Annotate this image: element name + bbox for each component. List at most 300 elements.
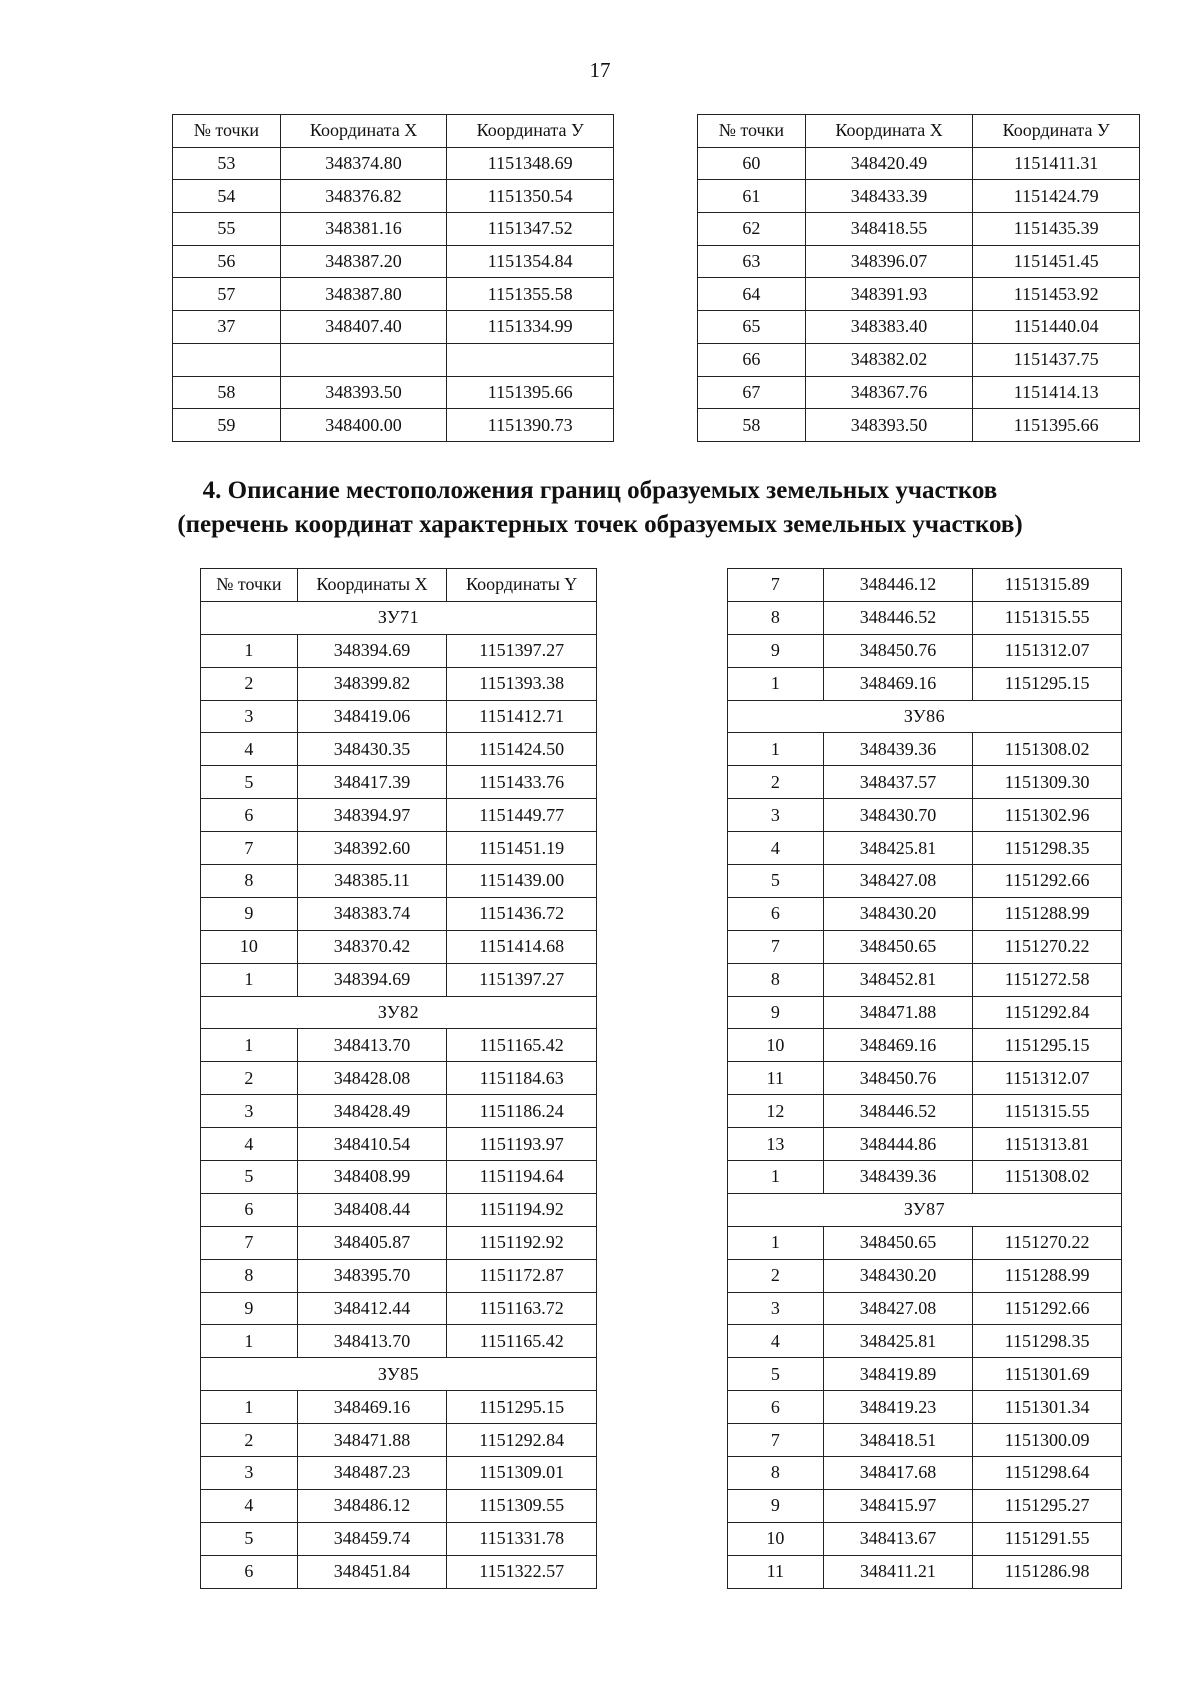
coordinate-y-cell: 1151313.81 — [973, 1128, 1122, 1161]
coordinate-x-cell: 348381.16 — [280, 213, 447, 246]
parcel-group-row — [201, 996, 597, 1029]
point-number-cell: 4 — [201, 1128, 298, 1161]
coordinate-x-cell: 348413.70 — [297, 1029, 447, 1062]
table-header-row — [201, 569, 597, 602]
coordinate-x-cell: 348446.52 — [823, 1095, 973, 1128]
point-number-cell: 61 — [698, 180, 806, 213]
coordinate-y-cell: 1151397.27 — [447, 634, 597, 667]
coordinate-y-cell: 1151298.35 — [973, 832, 1122, 865]
coordinate-x-cell: 348382.02 — [805, 343, 973, 376]
section-heading-line-1: 4. Описание местоположения границ образуемых земельных участков — [202, 477, 998, 504]
point-number-cell: 5 — [728, 865, 824, 898]
point-number-cell: 13 — [728, 1128, 824, 1161]
parcel-group-row — [201, 1358, 597, 1391]
coordinate-x-cell: 348450.76 — [823, 1062, 973, 1095]
page-number: 17 — [589, 58, 611, 82]
point-number-cell: 2 — [728, 1259, 824, 1292]
table-row — [728, 1391, 1122, 1424]
table-row — [728, 1029, 1122, 1062]
coordinate-x-cell: 348391.93 — [805, 278, 973, 311]
table-row — [728, 1259, 1122, 1292]
table-row — [201, 865, 597, 898]
coordinate-y-cell: 1151315.55 — [973, 1095, 1122, 1128]
coordinate-y-cell: 1151437.75 — [973, 343, 1140, 376]
coordinate-y-cell: 1151295.15 — [973, 667, 1122, 700]
table-row — [173, 343, 614, 376]
point-number-cell: 53 — [173, 147, 281, 180]
table-row — [728, 1095, 1122, 1128]
point-number-cell: 67 — [698, 376, 806, 409]
coordinate-x-cell: 348428.49 — [297, 1095, 447, 1128]
coordinate-x-cell: 348367.76 — [805, 376, 973, 409]
coordinate-y-cell: 1151451.45 — [973, 245, 1140, 278]
coordinate-x-cell: 348392.60 — [297, 832, 447, 865]
table-row — [201, 700, 597, 733]
coordinate-x-cell: 348418.55 — [805, 213, 973, 246]
table-row — [728, 601, 1122, 634]
point-number-cell: 7 — [728, 930, 824, 963]
coordinate-x-cell: 348439.36 — [823, 733, 973, 766]
table-row — [728, 1358, 1122, 1391]
parcel-label: ЗУ85 — [201, 1358, 597, 1391]
coordinate-y-cell: 1151414.68 — [447, 930, 597, 963]
coordinate-y-cell: 1151412.71 — [447, 700, 597, 733]
coordinate-x-cell: 348471.88 — [823, 996, 973, 1029]
table-row — [201, 1555, 597, 1588]
table-row — [728, 1489, 1122, 1522]
coordinate-x-cell: 348376.82 — [280, 180, 447, 213]
point-number-cell: 65 — [698, 311, 806, 344]
table-row — [698, 376, 1140, 409]
point-number-cell: 6 — [201, 1555, 298, 1588]
coordinate-x-cell: 348415.97 — [823, 1489, 973, 1522]
coordinate-y-cell: 1151331.78 — [447, 1522, 597, 1555]
coordinate-y-cell: 1151292.66 — [973, 865, 1122, 898]
column-header-y: Координата У — [973, 115, 1140, 148]
coordinate-y-cell: 1151354.84 — [447, 245, 614, 278]
coordinate-y-cell: 1151288.99 — [973, 1259, 1122, 1292]
coordinate-x-cell: 348393.50 — [805, 409, 973, 442]
coordinate-y-cell: 1151295.27 — [973, 1489, 1122, 1522]
coordinate-x-cell: 348427.08 — [823, 865, 973, 898]
coordinate-x-cell: 348430.20 — [823, 1259, 973, 1292]
coordinate-x-cell: 348383.74 — [297, 897, 447, 930]
coordinate-x-cell: 348407.40 — [280, 311, 447, 344]
table-row — [201, 1489, 597, 1522]
coordinate-y-cell: 1151414.13 — [973, 376, 1140, 409]
coordinate-y-cell: 1151355.58 — [447, 278, 614, 311]
table-row — [173, 376, 614, 409]
coordinate-y-cell: 1151165.42 — [447, 1325, 597, 1358]
point-number-cell: 9 — [728, 1489, 824, 1522]
table-row — [173, 180, 614, 213]
table-row — [201, 634, 597, 667]
point-number-cell: 37 — [173, 311, 281, 344]
table-row — [201, 832, 597, 865]
table-row — [728, 865, 1122, 898]
table-row — [201, 1029, 597, 1062]
coordinate-y-cell — [447, 343, 614, 376]
point-number-cell: 5 — [201, 766, 298, 799]
point-number-cell: 55 — [173, 213, 281, 246]
table-row — [728, 832, 1122, 865]
coordinate-y-cell: 1151295.15 — [447, 1391, 597, 1424]
point-number-cell: 3 — [201, 700, 298, 733]
table-row — [728, 963, 1122, 996]
coordinate-y-cell: 1151348.69 — [447, 147, 614, 180]
coordinate-x-cell: 348387.80 — [280, 278, 447, 311]
table-row — [728, 996, 1122, 1029]
parcel-group-row — [728, 700, 1122, 733]
table-row — [173, 213, 614, 246]
coordinate-y-cell: 1151192.92 — [447, 1226, 597, 1259]
coordinate-y-cell: 1151411.31 — [973, 147, 1140, 180]
coordinate-x-cell: 348451.84 — [297, 1555, 447, 1588]
point-number-cell: 9 — [201, 1292, 298, 1325]
point-number-cell: 54 — [173, 180, 281, 213]
parcel-coordinates-table-left — [200, 568, 597, 1589]
point-number-cell: 7 — [201, 832, 298, 865]
coordinate-x-cell: 348486.12 — [297, 1489, 447, 1522]
coordinate-x-cell: 348413.67 — [823, 1522, 973, 1555]
coordinate-x-cell: 348395.70 — [297, 1259, 447, 1292]
table-row — [728, 1457, 1122, 1490]
coordinate-y-cell: 1151309.01 — [447, 1457, 597, 1490]
coordinate-y-cell: 1151270.22 — [973, 1226, 1122, 1259]
coordinate-y-cell: 1151184.63 — [447, 1062, 597, 1095]
table-row — [201, 1424, 597, 1457]
point-number-cell: 1 — [728, 1161, 824, 1194]
point-number-cell: 5 — [728, 1358, 824, 1391]
point-number-cell: 12 — [728, 1095, 824, 1128]
point-number-cell: 10 — [728, 1522, 824, 1555]
point-number-cell: 2 — [201, 667, 298, 700]
coordinate-x-cell: 348487.23 — [297, 1457, 447, 1490]
table-row — [728, 1325, 1122, 1358]
coordinate-x-cell: 348408.99 — [297, 1161, 447, 1194]
parcel-label: ЗУ86 — [728, 700, 1122, 733]
coordinate-y-cell: 1151295.15 — [973, 1029, 1122, 1062]
point-number-cell: 3 — [201, 1457, 298, 1490]
point-number-cell: 11 — [728, 1062, 824, 1095]
coordinate-x-cell: 348400.00 — [280, 409, 447, 442]
coordinate-y-cell: 1151194.64 — [447, 1161, 597, 1194]
table-row — [201, 1226, 597, 1259]
coordinate-x-cell: 348430.70 — [823, 799, 973, 832]
coordinate-x-cell: 348394.97 — [297, 799, 447, 832]
point-number-cell: 3 — [201, 1095, 298, 1128]
table-row — [728, 1161, 1122, 1194]
table-row — [201, 930, 597, 963]
point-number-cell: 4 — [201, 1489, 298, 1522]
coordinate-x-cell: 348459.74 — [297, 1522, 447, 1555]
coordinate-x-cell: 348405.87 — [297, 1226, 447, 1259]
column-header-x: Координаты X — [297, 569, 447, 602]
point-number-cell: 10 — [201, 930, 298, 963]
coordinate-y-cell: 1151424.79 — [973, 180, 1140, 213]
coordinate-y-cell: 1151298.35 — [973, 1325, 1122, 1358]
coordinate-x-cell: 348433.39 — [805, 180, 973, 213]
coordinate-x-cell: 348471.88 — [297, 1424, 447, 1457]
table-row — [698, 278, 1140, 311]
table-row — [173, 311, 614, 344]
point-number-cell: 1 — [728, 667, 824, 700]
point-number-cell: 1 — [201, 1391, 298, 1424]
point-number-cell: 64 — [698, 278, 806, 311]
coordinate-x-cell: 348410.54 — [297, 1128, 447, 1161]
table-row — [698, 409, 1140, 442]
coordinate-y-cell: 1151315.89 — [973, 569, 1122, 602]
point-number-cell: 10 — [728, 1029, 824, 1062]
point-number-cell: 7 — [728, 569, 824, 602]
coordinate-y-cell: 1151308.02 — [973, 733, 1122, 766]
coordinate-y-cell: 1151309.30 — [973, 766, 1122, 799]
coordinate-y-cell: 1151315.55 — [973, 601, 1122, 634]
coordinate-y-cell: 1151194.92 — [447, 1193, 597, 1226]
coordinate-y-cell: 1151322.57 — [447, 1555, 597, 1588]
point-number-cell: 8 — [201, 1259, 298, 1292]
table-row — [201, 1095, 597, 1128]
table-row — [201, 1259, 597, 1292]
coordinate-x-cell: 348444.86 — [823, 1128, 973, 1161]
table-row — [201, 897, 597, 930]
point-number-cell: 11 — [728, 1555, 824, 1588]
point-number-cell: 9 — [728, 634, 824, 667]
coordinate-y-cell: 1151300.09 — [973, 1424, 1122, 1457]
parcel-label: ЗУ71 — [201, 601, 597, 634]
coordinate-y-cell: 1151292.84 — [447, 1424, 597, 1457]
coordinate-y-cell: 1151395.66 — [447, 376, 614, 409]
point-number-cell: 1 — [728, 1226, 824, 1259]
point-number-cell: 1 — [201, 963, 298, 996]
coordinate-x-cell — [280, 343, 447, 376]
table-row — [728, 1555, 1122, 1588]
coordinate-x-cell: 348396.07 — [805, 245, 973, 278]
column-header-y: Координата У — [447, 115, 614, 148]
table-row — [201, 733, 597, 766]
coordinate-y-cell: 1151350.54 — [447, 180, 614, 213]
coordinate-y-cell: 1151397.27 — [447, 963, 597, 996]
point-number-cell: 9 — [728, 996, 824, 1029]
coordinate-x-cell: 348387.20 — [280, 245, 447, 278]
point-number-cell: 3 — [728, 799, 824, 832]
coordinate-y-cell: 1151312.07 — [973, 1062, 1122, 1095]
coordinate-x-cell: 348446.52 — [823, 601, 973, 634]
point-number-cell: 60 — [698, 147, 806, 180]
table-row — [728, 667, 1122, 700]
coordinate-y-cell: 1151439.00 — [447, 865, 597, 898]
table-row — [201, 1128, 597, 1161]
coordinate-y-cell: 1151449.77 — [447, 799, 597, 832]
table-row — [201, 963, 597, 996]
point-number-cell: 63 — [698, 245, 806, 278]
coordinate-x-cell: 348428.08 — [297, 1062, 447, 1095]
point-number-cell: 5 — [201, 1522, 298, 1555]
coordinate-y-cell: 1151390.73 — [447, 409, 614, 442]
parcel-label: ЗУ87 — [728, 1193, 1122, 1226]
coordinate-y-cell: 1151172.87 — [447, 1259, 597, 1292]
coordinate-x-cell: 348385.11 — [297, 865, 447, 898]
table-row — [728, 634, 1122, 667]
point-number-cell: 8 — [728, 963, 824, 996]
table-row — [728, 897, 1122, 930]
table-header-row — [173, 115, 614, 148]
coordinate-y-cell: 1151309.55 — [447, 1489, 597, 1522]
table-row — [201, 1325, 597, 1358]
coordinate-y-cell: 1151436.72 — [447, 897, 597, 930]
point-number-cell: 2 — [728, 766, 824, 799]
parcel-coordinates-table-right — [727, 568, 1122, 1589]
coordinate-x-cell: 348439.36 — [823, 1161, 973, 1194]
table-row — [698, 180, 1140, 213]
point-number-cell: 57 — [173, 278, 281, 311]
point-number-cell: 1 — [201, 1325, 298, 1358]
point-number-cell: 66 — [698, 343, 806, 376]
coordinate-x-cell: 348399.82 — [297, 667, 447, 700]
coordinate-y-cell: 1151165.42 — [447, 1029, 597, 1062]
column-header-x: Координата X — [280, 115, 447, 148]
column-header-x: Координата X — [805, 115, 973, 148]
coordinate-y-cell: 1151286.98 — [973, 1555, 1122, 1588]
coordinate-y-cell: 1151301.69 — [973, 1358, 1122, 1391]
table-row — [698, 311, 1140, 344]
section-heading-line-2: (перечень координат характерных точек образуемых земельных участков) — [177, 511, 1023, 538]
table-row — [173, 147, 614, 180]
point-number-cell: 4 — [201, 733, 298, 766]
coordinate-x-cell: 348425.81 — [823, 832, 973, 865]
point-number-cell: 3 — [728, 1292, 824, 1325]
coordinate-x-cell: 348450.65 — [823, 930, 973, 963]
coordinate-y-cell: 1151298.64 — [973, 1457, 1122, 1490]
table-row — [728, 1424, 1122, 1457]
coordinate-y-cell: 1151433.76 — [447, 766, 597, 799]
point-number-cell: 9 — [201, 897, 298, 930]
coordinate-x-cell: 348393.50 — [280, 376, 447, 409]
coordinate-x-cell: 348394.69 — [297, 963, 447, 996]
column-header-point: № точки — [173, 115, 281, 148]
coordinate-x-cell: 348411.21 — [823, 1555, 973, 1588]
point-number-cell: 7 — [201, 1226, 298, 1259]
coordinate-x-cell: 348452.81 — [823, 963, 973, 996]
parcel-label: ЗУ82 — [201, 996, 597, 1029]
table-row — [201, 1161, 597, 1194]
table-row — [728, 1062, 1122, 1095]
table-row — [201, 1457, 597, 1490]
coordinate-x-cell: 348450.65 — [823, 1226, 973, 1259]
table-header-row — [698, 115, 1140, 148]
coordinate-x-cell: 348469.16 — [823, 1029, 973, 1062]
coordinate-y-cell: 1151347.52 — [447, 213, 614, 246]
coordinate-x-cell: 348417.39 — [297, 766, 447, 799]
point-number-cell: 4 — [728, 1325, 824, 1358]
coordinate-x-cell: 348446.12 — [823, 569, 973, 602]
table-row — [173, 278, 614, 311]
coordinate-x-cell: 348383.40 — [805, 311, 973, 344]
parcel-group-row — [201, 601, 597, 634]
table-row — [728, 1522, 1122, 1555]
table-row — [728, 930, 1122, 963]
coordinate-x-cell: 348437.57 — [823, 766, 973, 799]
coordinate-y-cell: 1151288.99 — [973, 897, 1122, 930]
point-number-cell: 8 — [728, 1457, 824, 1490]
coordinate-y-cell: 1151312.07 — [973, 634, 1122, 667]
point-number-cell: 58 — [698, 409, 806, 442]
table-row — [201, 1292, 597, 1325]
column-header-y: Координаты Y — [447, 569, 597, 602]
coordinate-y-cell: 1151292.84 — [973, 996, 1122, 1029]
coordinate-y-cell: 1151424.50 — [447, 733, 597, 766]
point-number-cell: 1 — [728, 733, 824, 766]
coordinate-y-cell: 1151272.58 — [973, 963, 1122, 996]
table-row — [698, 213, 1140, 246]
point-number-cell: 7 — [728, 1424, 824, 1457]
table-row — [728, 1128, 1122, 1161]
table-row — [201, 667, 597, 700]
coordinate-x-cell: 348469.16 — [297, 1391, 447, 1424]
point-number-cell: 58 — [173, 376, 281, 409]
coordinate-x-cell: 348374.80 — [280, 147, 447, 180]
point-number-cell: 8 — [728, 601, 824, 634]
coordinate-x-cell: 348412.44 — [297, 1292, 447, 1325]
coordinate-y-cell: 1151270.22 — [973, 930, 1122, 963]
point-number-cell: 8 — [201, 865, 298, 898]
table-row — [728, 799, 1122, 832]
parcel-group-row — [728, 1193, 1122, 1226]
coordinate-y-cell: 1151334.99 — [447, 311, 614, 344]
table-row — [728, 766, 1122, 799]
coordinate-x-cell: 348408.44 — [297, 1193, 447, 1226]
point-number-cell: 6 — [201, 1193, 298, 1226]
table-row — [201, 799, 597, 832]
coordinate-x-cell: 348430.20 — [823, 897, 973, 930]
coordinate-x-cell: 348469.16 — [823, 667, 973, 700]
coordinate-x-cell: 348419.23 — [823, 1391, 973, 1424]
coordinate-x-cell: 348419.06 — [297, 700, 447, 733]
coordinate-y-cell: 1151163.72 — [447, 1292, 597, 1325]
coordinate-y-cell: 1151308.02 — [973, 1161, 1122, 1194]
top-right-coordinates-table — [697, 114, 1140, 442]
coordinate-x-cell: 348394.69 — [297, 634, 447, 667]
table-row — [698, 245, 1140, 278]
point-number-cell: 1 — [201, 1029, 298, 1062]
coordinate-x-cell: 348450.76 — [823, 634, 973, 667]
coordinate-y-cell: 1151193.97 — [447, 1128, 597, 1161]
table-row — [201, 1391, 597, 1424]
column-header-point: № точки — [698, 115, 806, 148]
coordinate-x-cell: 348419.89 — [823, 1358, 973, 1391]
coordinate-y-cell: 1151395.66 — [973, 409, 1140, 442]
point-number-cell: 2 — [201, 1062, 298, 1095]
coordinate-y-cell: 1151440.04 — [973, 311, 1140, 344]
table-row — [201, 1062, 597, 1095]
column-header-point: № точки — [201, 569, 298, 602]
coordinate-x-cell: 348370.42 — [297, 930, 447, 963]
point-number-cell: 5 — [201, 1161, 298, 1194]
coordinate-x-cell: 348418.51 — [823, 1424, 973, 1457]
table-row — [728, 733, 1122, 766]
coordinate-x-cell: 348430.35 — [297, 733, 447, 766]
coordinate-x-cell: 348425.81 — [823, 1325, 973, 1358]
section-heading — [0, 474, 1200, 542]
table-row — [698, 343, 1140, 376]
point-number-cell: 2 — [201, 1424, 298, 1457]
coordinate-x-cell: 348427.08 — [823, 1292, 973, 1325]
point-number-cell: 4 — [728, 832, 824, 865]
table-row — [728, 1226, 1122, 1259]
point-number-cell: 6 — [201, 799, 298, 832]
point-number-cell: 1 — [201, 634, 298, 667]
point-number-cell: 59 — [173, 409, 281, 442]
